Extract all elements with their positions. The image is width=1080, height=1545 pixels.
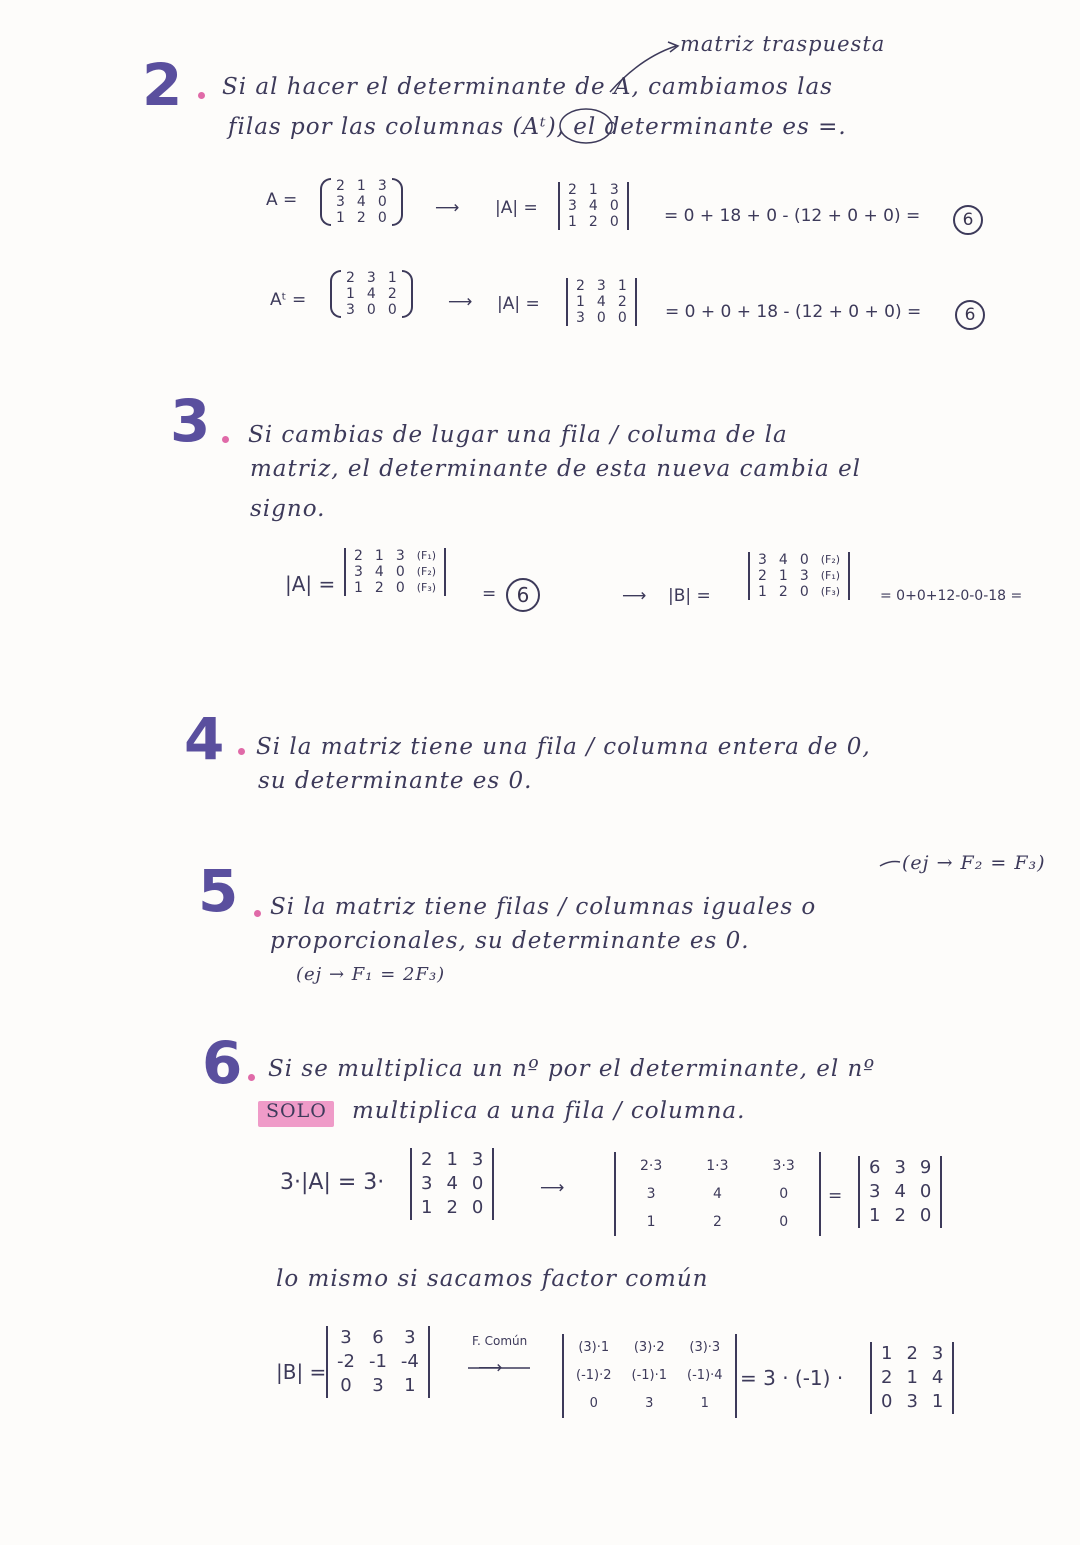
s5-line3: (ej → F₁ = 2F₃)	[296, 964, 446, 985]
s2-line1: Si al hacer el determinante de A, cambiamos las	[222, 74, 833, 100]
row-label: (F₁)	[416, 549, 437, 562]
s6-lhs: 3·|A| = 3·	[280, 1170, 385, 1195]
matrix-cell: 2	[576, 278, 585, 294]
s3-line1: Si cambias de lugar una fila / columa de la	[248, 422, 788, 448]
s3-line3: signo.	[250, 496, 326, 522]
matrix-cell: 0	[799, 584, 809, 600]
equals: =	[482, 584, 497, 604]
matrix-cell: 3	[336, 194, 345, 210]
matrix-cell: 2	[387, 286, 397, 302]
equals: =	[828, 1186, 843, 1206]
matrix-cell: 6	[372, 1327, 384, 1348]
matrix-cell: 2	[354, 548, 363, 564]
matrix-cell: 1	[700, 1396, 709, 1411]
matrix-cell: 4	[588, 198, 598, 214]
matrix-cell: 3	[596, 278, 606, 294]
s5-line1: Si la matriz tiene filas / columnas iguales o	[270, 894, 817, 920]
matrix-cell: (3)·1	[578, 1340, 610, 1355]
section-number-5: 5	[198, 857, 239, 925]
matrix-cell: 3	[645, 1396, 654, 1411]
matrix-cell: 4	[778, 552, 788, 568]
at-label: Aᵗ =	[270, 290, 307, 310]
matrix-cell: 0	[387, 302, 397, 318]
matrix-cell: 3·3	[772, 1158, 795, 1174]
matrix-cell: 2	[336, 178, 345, 194]
matrix-cell: 4	[596, 294, 606, 310]
section-number-2: 2	[142, 51, 183, 119]
matrix-cell: 0	[609, 198, 619, 214]
matrix-cell: 1	[374, 548, 384, 564]
matrix-cell: 1	[646, 1214, 656, 1230]
section-number-4: 4	[184, 705, 225, 773]
matrix-cell: 1	[387, 270, 397, 286]
matrix-cell: 3	[372, 1375, 384, 1396]
det-b-result: = 0+0+12-0-0-18 =	[880, 588, 1023, 604]
matrix-cell: 0	[395, 580, 405, 596]
matrix-cell: 1	[568, 214, 577, 230]
matrix-cell: 3	[609, 182, 619, 198]
arrow-right: ⟶	[448, 292, 473, 312]
matrix-cell: 1	[356, 178, 366, 194]
det-a-value: 6	[506, 578, 540, 612]
matrix-cell: 2	[356, 210, 366, 226]
row-label: (F₂)	[820, 553, 841, 566]
matrix-cell: (3)·2	[633, 1340, 665, 1355]
matrix-cell: 4	[356, 194, 366, 210]
matrix-cell: 0	[617, 310, 627, 326]
mismo-line: lo mismo si sacamos factor común	[276, 1266, 709, 1292]
row-label: (F₃)	[820, 585, 841, 598]
matrix-cell: 0	[340, 1375, 352, 1396]
matrix-cell: 2	[446, 1197, 458, 1218]
matrix-cell: 2	[906, 1343, 918, 1364]
matrix-cell: 3	[471, 1149, 484, 1170]
matrix-cell: 2	[588, 214, 598, 230]
solo-word: SOLO	[266, 1100, 327, 1122]
matrix-cell: -1	[368, 1351, 387, 1372]
det-a-result: = 0 + 18 + 0 - (12 + 0 + 0) =	[664, 206, 921, 226]
s4-line1: Si la matriz tiene una fila / columna entera de 0,	[256, 734, 871, 760]
matrix-cell: 2	[374, 580, 384, 596]
arrow-right: ⟶	[540, 1178, 565, 1198]
matrix-cell: 1	[931, 1391, 944, 1412]
matrix-cell: 4	[894, 1181, 906, 1202]
det-a-label: |A| =	[495, 198, 538, 218]
matrix-cell: 3	[758, 552, 767, 568]
arrow-right: ⟶	[435, 198, 460, 218]
matrix-cell: 3	[576, 310, 585, 326]
matrix-cell: 1	[758, 584, 767, 600]
matrix-cell: 3	[931, 1343, 944, 1364]
arrow-right: ⟶	[478, 1358, 503, 1378]
matrix-cell: 0	[471, 1197, 484, 1218]
matrix-cell: 0	[919, 1181, 932, 1202]
matrix-cell: 0	[919, 1205, 932, 1226]
matrix-cell: 2	[758, 568, 767, 584]
matrix-cell: 2	[894, 1205, 906, 1226]
matrix-cell: 0	[377, 210, 387, 226]
row-label: (F₃)	[416, 581, 437, 594]
matrix-cell: 2	[421, 1149, 433, 1170]
matrix-cell: 3	[421, 1173, 433, 1194]
matrix-cell: 3	[568, 198, 577, 214]
matrix-cell: 3	[346, 302, 355, 318]
matrix-cell: 0	[799, 552, 809, 568]
matrix-cell: 0	[609, 214, 619, 230]
factor-comun-label: F. Común	[472, 1334, 528, 1348]
matrix-cell: 1	[869, 1205, 881, 1226]
matrix-cell: 6	[869, 1157, 881, 1178]
matrix-cell: (-1)·4	[687, 1368, 723, 1383]
matrix-cell: 3	[354, 564, 363, 580]
s3-line2: matriz, el determinante de esta nueva cambia el	[250, 456, 862, 482]
matrix-cell: 0	[881, 1391, 893, 1412]
matrix-cell: 1	[446, 1149, 458, 1170]
matrix-cell: 1	[617, 278, 627, 294]
matrix-cell: 2	[881, 1367, 893, 1388]
matrix-cell: 1	[906, 1367, 918, 1388]
a-label: A =	[266, 190, 298, 210]
det-b-label: |B| =	[668, 586, 711, 606]
matrix-cell: 1	[576, 294, 585, 310]
matrix-cell: 2·3	[640, 1158, 663, 1174]
matrix-cell: 2	[712, 1214, 722, 1230]
matrix-cell: 2	[346, 270, 355, 286]
matrix-cell: 1	[404, 1375, 416, 1396]
matrix-cell: 4	[931, 1367, 944, 1388]
matrix-cell: 3	[869, 1181, 881, 1202]
s6-line2: multiplica a una fila / columna.	[352, 1098, 746, 1124]
matrix-cell: 1	[588, 182, 598, 198]
det-a-label: |A| =	[285, 572, 336, 596]
det-a-value: 6	[953, 205, 983, 235]
matrix-cell: 2	[617, 294, 627, 310]
s4-line2: su determinante es 0.	[258, 768, 533, 794]
matrix-cell: 1	[346, 286, 355, 302]
matrix-cell: 4	[446, 1173, 458, 1194]
row-label: (F₂)	[416, 565, 437, 578]
matrix-cell: 0	[377, 194, 387, 210]
matrix-cell: 3	[906, 1391, 918, 1412]
matrix-cell: 4	[712, 1186, 722, 1202]
note-matriz-traspuesta: matriz traspuesta	[680, 32, 886, 56]
arrow-right: ⟶	[622, 586, 647, 606]
matrix-cell: 3	[366, 270, 376, 286]
s2-line2: filas por las columnas (Aᵗ), el determinante es =.	[228, 114, 847, 140]
s6-line1: Si se multiplica un nº por el determinante, el nº	[268, 1056, 876, 1082]
s5-note: (ej → F₂ = F₃)	[902, 852, 1046, 874]
matrix-cell: 3	[377, 178, 387, 194]
matrix-cell: 4	[374, 564, 384, 580]
matrix-cell: 0	[596, 310, 606, 326]
det-b-label: |B| =	[276, 1360, 327, 1384]
matrix-cell: 1	[778, 568, 788, 584]
matrix-cell: 0	[471, 1173, 484, 1194]
s5-line2: proporcionales, su determinante es 0.	[270, 928, 750, 954]
factor-expression: = 3 · (-1) ·	[740, 1366, 844, 1390]
matrix-cell: -4	[400, 1351, 419, 1372]
det-at-label: |A| =	[497, 294, 540, 314]
matrix-cell: 3	[646, 1186, 656, 1202]
matrix-cell: 9	[919, 1157, 932, 1178]
matrix-cell: 0	[366, 302, 376, 318]
matrix-cell: 1	[421, 1197, 433, 1218]
matrix-cell: 2	[568, 182, 577, 198]
matrix-cell: 3	[799, 568, 809, 584]
det-at-value: 6	[955, 300, 985, 330]
matrix-cell: (-1)·1	[631, 1368, 668, 1383]
matrix-cell: 3	[404, 1327, 416, 1348]
matrix-cell: -2	[337, 1351, 355, 1372]
section-number-6: 6	[202, 1029, 243, 1097]
section-number-3: 3	[170, 387, 211, 455]
det-at-result: = 0 + 0 + 18 - (12 + 0 + 0) =	[665, 302, 922, 322]
matrix-cell: 0	[779, 1214, 789, 1230]
matrix-cell: (3)·3	[689, 1340, 721, 1355]
matrix-cell: 3	[395, 548, 405, 564]
matrix-cell: (-1)·2	[576, 1368, 612, 1383]
matrix-cell: 3	[340, 1327, 352, 1348]
matrix-cell: 2	[778, 584, 788, 600]
matrix-cell: 0	[589, 1396, 598, 1411]
matrix-cell: 4	[366, 286, 376, 302]
matrix-cell: 1·3	[706, 1158, 729, 1174]
matrix-cell: 0	[779, 1186, 789, 1202]
matrix-cell: 1	[354, 580, 363, 596]
matrix-cell: 1	[881, 1343, 893, 1364]
matrix-cell: 0	[395, 564, 405, 580]
matrix-cell: 1	[336, 210, 345, 226]
row-label: (F₁)	[820, 569, 841, 582]
matrix-cell: 3	[894, 1157, 906, 1178]
